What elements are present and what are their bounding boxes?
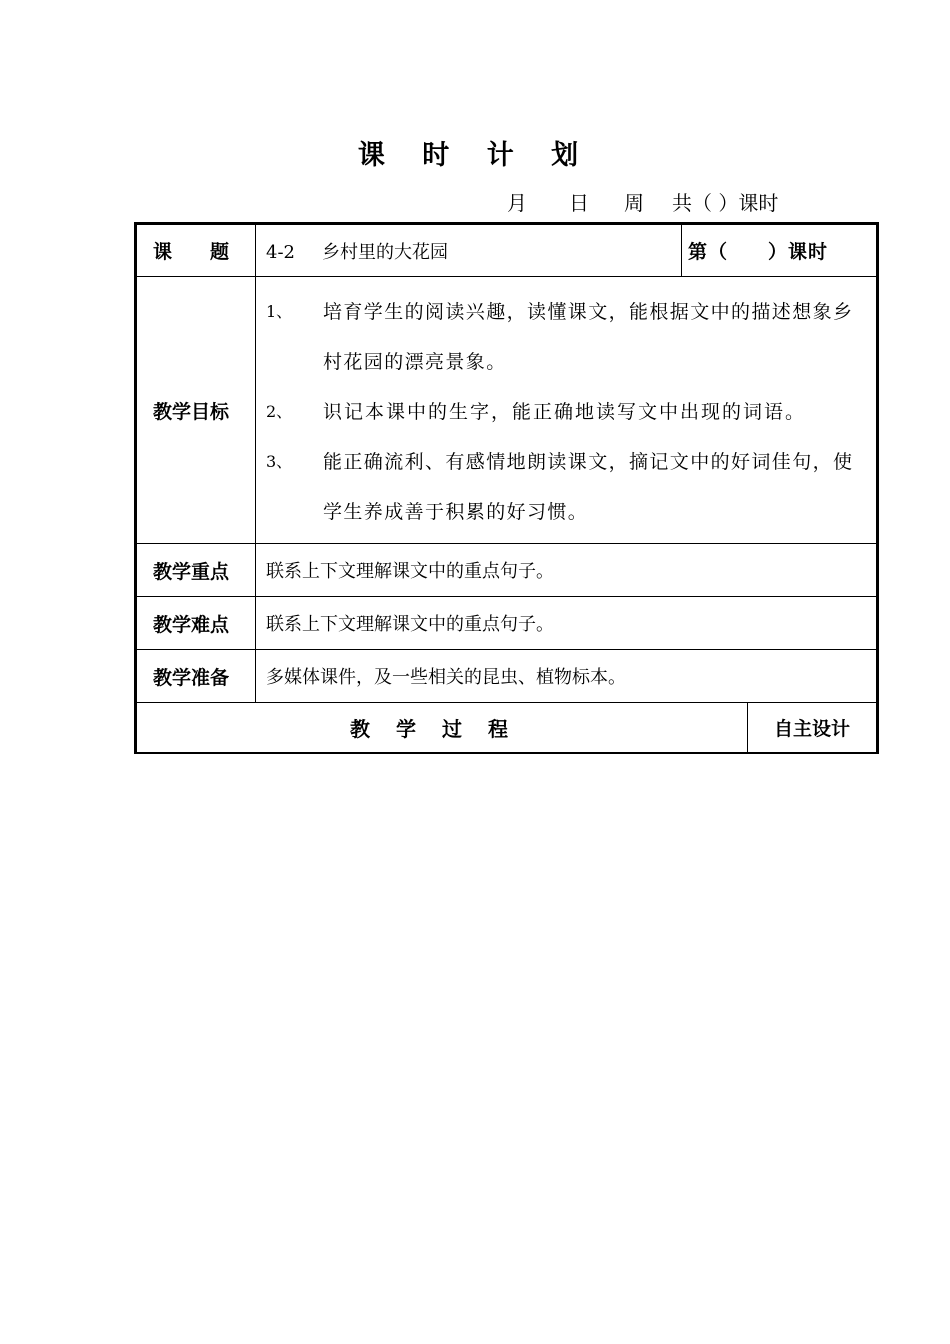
period-label: 第（ ）课时 [682,224,878,277]
goals-list [256,277,878,544]
process-header: 教学过程 [136,703,748,753]
lesson-plan-table [134,222,879,754]
month-label: 月 [507,191,527,215]
lesson-name: 乡村里的大花园 [322,241,448,263]
key-point-label: 教学重点 [136,544,256,597]
goal-text: 识记本课中的生字，能正确地读写文中出现的词语。 [323,401,807,423]
goal-text: 培育学生的阅读兴趣，读懂课文，能根据文中的描述想象乡村花园的漂亮景象。 [323,301,854,373]
week-label: 周 [624,191,644,215]
goals-label: 教学目标 [136,277,256,544]
difficulty-label: 教学难点 [136,597,256,650]
key-point-row [136,544,878,597]
preparation-value: 多媒体课件，及一些相关的昆虫、植物标本。 [256,650,878,703]
goals-row [136,277,878,544]
goal-number: 2、 [266,402,293,421]
self-design-header: 自主设计 [748,703,878,753]
lesson-number: 4-2 [266,241,295,263]
date-line [507,187,778,216]
preparation-row [136,650,878,703]
key-point-value: 联系上下文理解课文中的重点句子。 [256,544,878,597]
difficulty-row [136,597,878,650]
goal-item [266,287,868,387]
goal-item [266,387,868,437]
goal-text: 能正确流利、有感情地朗读课文，摘记文中的好词佳句，使学生养成善于积累的好习惯。 [323,451,854,523]
goal-item [266,437,868,537]
preparation-label: 教学准备 [136,650,256,703]
total-periods-label: 共（ ）课时 [672,191,779,215]
topic-value [256,224,682,277]
goal-number: 1、 [266,302,293,321]
goal-number: 3、 [266,452,293,471]
topic-row [136,224,878,277]
topic-label: 课 题 [136,224,256,277]
day-label: 日 [569,191,589,215]
page-title: 课 时 计 划 [357,140,593,171]
difficulty-value: 联系上下文理解课文中的重点句子。 [256,597,878,650]
process-row [136,703,878,753]
